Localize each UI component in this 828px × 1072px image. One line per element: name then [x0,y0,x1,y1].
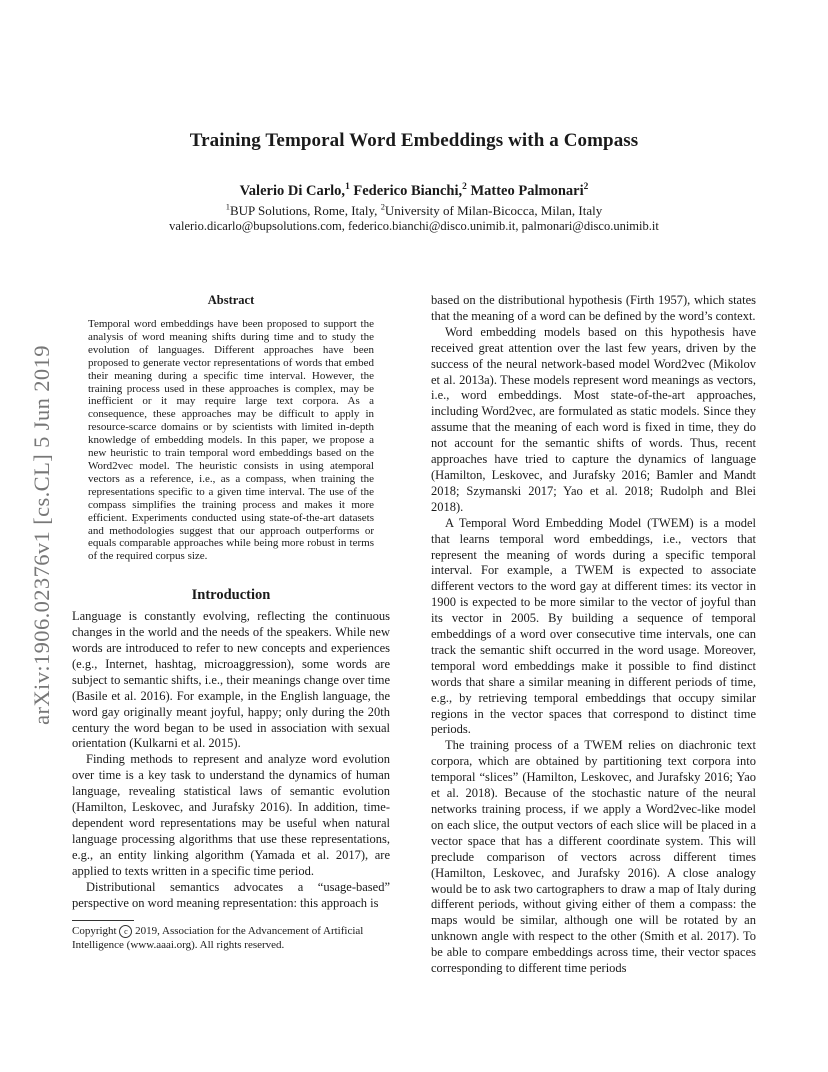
affiliation-marker: 2 [380,201,385,212]
arxiv-sidebar [20,300,64,770]
footnote-rule [72,920,134,921]
affiliation-marker: 1 [225,201,230,212]
abstract-text: Temporal word embeddings have been proposed to support the analysis of word meaning shifts during time and to study the evolution of languages. Different approaches have been proposed to generate vector representations of words that embed their meaning during a specific time interval. However, the training process used in these approaches is complex, may be inefficient or it may require large text corpora. As a consequence, these approaches may be difficult to apply in resource-scarce domains or by scientists with limited in-depth knowledge of embedding models. In this paper, we propose a new heuristic to train temporal word embeddings based on the Word2vec model. The heuristic consists in using atemporal vectors as a reference, i.e., as a compass, when training the representations specific to a given time interval. The use of the compass simplifies the training process and makes it more efficient. Experiments conducted using state-of-the-art datasets and methodologies suggest that our approach outperforms or equals comparable approaches while being more robust in terms of the required corpus size. [88,318,374,563]
copyright-symbol: c [119,925,132,938]
affiliations [0,203,828,219]
intro-paragraph: Distributional semantics advocates a “usage-based” perspective on word meaning representation: this approach is [72,879,390,910]
left-column [72,293,390,911]
affiliation-text: BUP Solutions, Rome, Italy, [229,203,381,218]
affiliation-marker: 2 [583,182,589,193]
affiliation-marker: 1 [345,182,350,193]
intro-paragraph: Language is constantly evolving, reflecting the continuous changes in the world and the needs of the speakers. While new words are introduced to refer to new concepts and experiences (e.g., Internet, hashtag, microaggression), some words are subject to semantic shifts, i.e., their meanings change over time (Basile et al. 2016). For example, in the English language, the word gay originally meant joyful, happy; only during the 20th century the word began to be used in association with sexual orientation (Kulkarni et al. 2015). [72,609,390,751]
author-name: Federico Bianchi, [353,183,463,199]
intro-paragraph: Finding methods to represent and analyze word evolution over time is a key task to understand the dynamics of human language, revealing statistical laws of semantic evolution (Hamilton, Leskovec, and Jurafsky 2016). In addition, time-dependent word representations may be useful when natural language processing algorithms that use these representations, e.g., an entity linking algorithm (Yamada et al. 2017), are applied to texts written in a specific time period. [72,752,390,878]
footnote-text: Copyright [72,925,120,938]
right-column [431,293,756,977]
body-paragraph: The training process of a TWEM relies on diachronic text corpora, which are obtained by partitioning text corpora into temporal “slices” (Hamilton, Leskovec, and Jurafsky 2016; Yao et al. 2018). Because of the stochastic nature of the neural networks training process, if we apply a Word2vec-like model on each slice, the output vectors of each slice will be placed in a vector space that has a different coordinate system. This will preclude comparison of vectors across different times (Hamilton, Leskovec, and Jurafsky 2016). A close analogy would be to ask two cartographers to draw a map of Italy during different periods, without giving either of them a compass: the maps would be similar, although one will be rotated by an unknown angle with respect to the other (Smith et al. 2017). To be able to compare embeddings across time, their vector spaces corresponding to different time periods [431,738,756,976]
author-name: Valerio Di Carlo, [239,183,346,199]
body-paragraph: Word embedding models based on this hypothesis have received great attention over the last few years, driven by the success of the neural network-based model Word2vec (Mikolov et al. 2013a). These models represent word meanings as vectors, i.e., word embeddings. Most state-of-the-art approaches, including Word2vec, are formulated as static models. Since they assume that the meaning of each word is fixed in time, they do not account for the semantic shifts of words. Thus, recent approaches have tried to capture the dynamics of language (Hamilton, Leskovec, and Jurafsky 2016; Bamler and Mandt 2018; Szymanski 2017; Yao et al. 2018; Rudolph and Blei 2018). [431,324,756,514]
arxiv-stamp: arXiv:1906.02376v1 [cs.CL] 5 Jun 2019 [29,345,55,725]
copyright-footnote [72,925,390,952]
body-paragraph: based on the distributional hypothesis (Firth 1957), which states that the meaning of a word can be defined by the word’s context. [431,293,756,323]
affiliation-marker: 2 [462,182,467,193]
footnote-text: 2019, Association for the Advancement of Artificial Intelligence (www.aaai.org). All rights reserved. [72,925,364,951]
author-name: Matteo Palmonari [470,183,584,199]
body-paragraph: A Temporal Word Embedding Model (TWEM) is a model that learns temporal word embeddings, i.e., vectors that represent the meaning of words during a specific temporal interval. For example, a TWEM is expected to associate different vectors to the word gay at different times: its vector in 1900 is expected to be more similar to the vector of joyful than its vector in 2005. By building a sequence of temporal embeddings of a word over consecutive time intervals, one can track the semantic shift occurred in the word usage. Moreover, temporal word embeddings make it possible to find distinct words that share a similar meaning in different periods of time, e.g., by retrieving temporal embeddings that occupy similar regions in the vector spaces that correspond to distinct time periods. [431,515,756,737]
abstract-heading: Abstract [207,293,255,307]
affiliation-text: University of Milan-Bicocca, Milan, Italy [384,203,603,218]
paper-title: Training Temporal Word Embeddings with a Compass [189,130,639,151]
author-emails: valerio.dicarlo@bupsolutions.com, federico.bianchi@disco.unimib.it, palmonari@disco.unimib.it [169,219,659,233]
section-heading-introduction: Introduction [191,587,271,604]
author-list [0,183,828,200]
